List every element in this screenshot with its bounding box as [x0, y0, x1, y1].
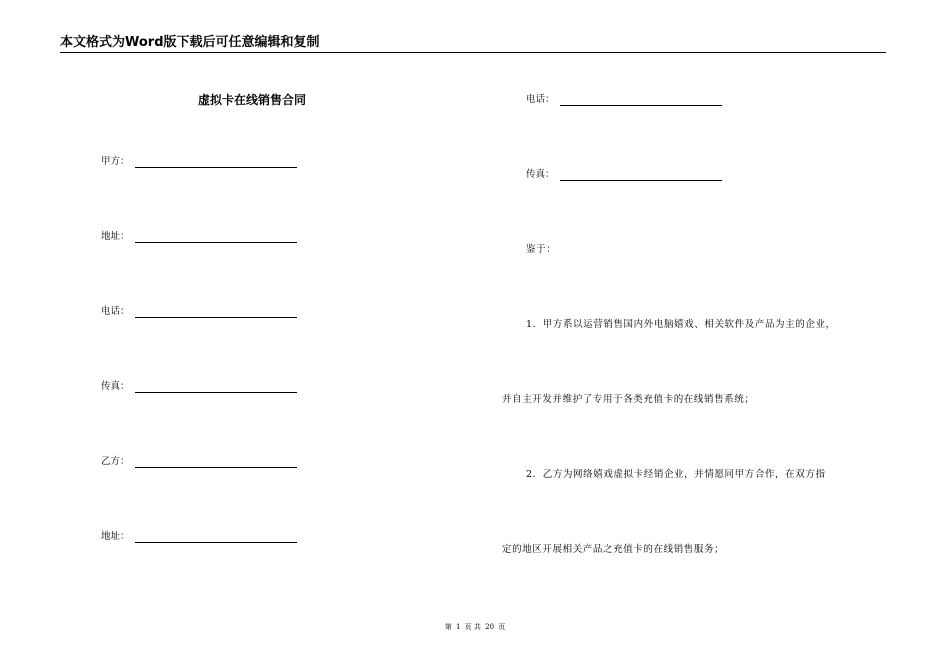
party-a-fax-field: [101, 380, 301, 394]
whereas-heading: 鉴于：: [526, 244, 557, 255]
page-header: 本文格式为Word版下载后可任意编辑和复制: [60, 34, 886, 53]
clause-1-line-2: 并自主开发并维护了专用于各类充值卡的在线销售系统；: [502, 394, 755, 405]
party-a-phone-label: 电话：: [101, 306, 130, 317]
party-a-address-field: [101, 230, 301, 244]
clause-1-line-1: 1．甲方系以运营销售国内外电脑嬉戏、相关软件及产品为主的企业，: [526, 319, 836, 330]
party-b-phone-label: 电话：: [526, 94, 555, 105]
party-b-fax-blank: [560, 168, 722, 181]
party-a-phone-blank: [135, 305, 297, 318]
party-a-fax-blank: [135, 380, 297, 393]
clause-2-line-2: 定的地区开展相关产品之充值卡的在线销售服务；: [502, 544, 725, 555]
party-a-fax-label: 传真：: [101, 381, 130, 392]
party-a-address-label: 地址：: [101, 231, 130, 242]
party-a-phone-field: [101, 305, 301, 319]
party-a-field: [101, 155, 301, 169]
party-b-blank: [135, 455, 297, 468]
party-b-fax-field: [526, 168, 726, 182]
document-title: 虚拟卡在线销售合同: [198, 93, 307, 107]
footer-mid: 页 共: [464, 623, 481, 631]
party-a-address-blank: [135, 230, 297, 243]
party-b-address-blank: [135, 530, 297, 543]
clause-2-line-1: 2．乙方为网络嬉戏虚拟卡经销企业，并情愿同甲方合作，在双方指: [526, 469, 826, 480]
party-b-label: 乙方：: [101, 456, 130, 467]
footer-suffix: 页: [498, 623, 506, 631]
footer-page-number: 1: [455, 623, 461, 631]
footer-total-pages: 20: [485, 623, 495, 631]
footer-prefix: 第: [444, 623, 452, 631]
party-b-address-field: [101, 530, 301, 544]
party-b-field: [101, 455, 301, 469]
party-b-phone-blank: [560, 93, 722, 106]
party-b-address-label: 地址：: [101, 531, 130, 542]
party-a-blank: [135, 155, 297, 168]
party-b-fax-label: 传真：: [526, 169, 555, 180]
page-footer: [0, 622, 950, 632]
party-b-phone-field: [526, 93, 726, 107]
party-a-label: 甲方：: [101, 156, 130, 167]
